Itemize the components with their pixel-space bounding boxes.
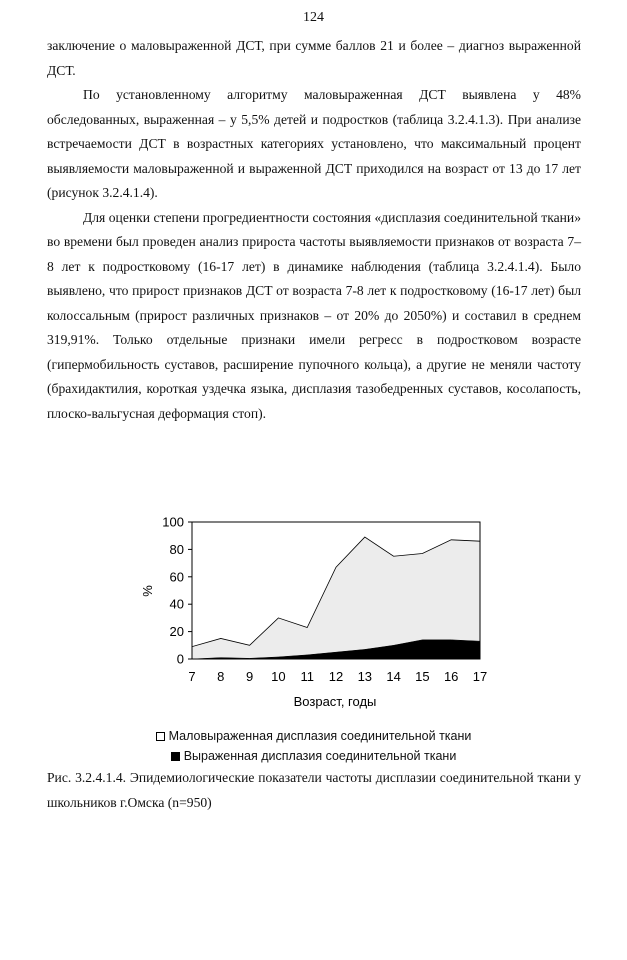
paragraph-analysis: Для оценки степени прогредиентности состояния «дисплазия соединительной ткани» во времени был проведен анализ прироста частоты выявляемости признаков от возраста 7–8 лет к подростковому (16-17 лет) в динамике наблюдения (таблица 3.2.4.1.4). Было выявлено, что прирост признаков ДСТ от возраста 7-8 лет к подростковому (16-17 лет) был колоссальным (прирост различных признаков – от 20% до 2050%) и составил в среднем 319,91%. Только отдельные признаки имели регресс в подростковом возрасте (гипермобильность суставов, расширение пупочного кольца), а другие не меняли частоту (брахидактилия, короткая уздечка языка, дисплазия тазобедренных суставов, косолапость, плоско-вальгусная деформация стоп).	[47, 209, 581, 421]
paragraph-findings: По установленному алгоритму маловыраженная ДСТ выявлена у 48% обследованных, выраженная – у 5,5% детей и подростков (таблица 3.2.4.1.3). При анализе встречаемости ДСТ в возрастных категориях установлено, что максимальный процент выявляемости маловыраженной и выраженной ДСТ приходился на возраст от 13 до 17 лет (рисунок 3.2.4.1.4).	[47, 87, 581, 200]
y-tick-label: 80	[169, 541, 184, 557]
x-tick-label: 14	[386, 669, 401, 684]
y-tick-label: 40	[169, 596, 184, 612]
body-text	[47, 34, 581, 426]
x-tick-label: 17	[472, 669, 488, 684]
figure-caption: Рис. 3.2.4.1.4. Эпидемиологические показатели частоты дисплазии соединительной ткани у школьников г.Омска (n=950)	[47, 770, 581, 810]
x-tick-label: 11	[300, 669, 314, 684]
legend-swatch-mild	[156, 732, 165, 741]
legend-item-mild	[0, 726, 627, 746]
x-tick-label: 7	[188, 669, 196, 684]
x-axis-ticks	[188, 669, 487, 684]
x-tick-label: 10	[271, 669, 286, 684]
chart-areas	[192, 537, 480, 659]
page-number: 124	[303, 10, 324, 25]
chart-legend	[0, 726, 627, 766]
legend-item-severe	[0, 746, 627, 766]
dst-frequency-chart	[140, 512, 500, 752]
y-tick-label: 20	[169, 624, 184, 640]
legend-label-severe: Выраженная дисплазия соединительной ткани	[183, 749, 457, 763]
x-tick-label: 13	[357, 669, 373, 684]
y-axis-label: %	[140, 585, 155, 597]
y-tick-label: 0	[176, 651, 184, 667]
x-tick-label: 15	[415, 669, 430, 684]
legend-swatch-severe	[171, 752, 180, 761]
legend-label-mild: Маловыраженная дисплазия соединительной ткани	[168, 729, 472, 743]
x-tick-label: 9	[245, 669, 254, 684]
y-tick-label: 60	[169, 569, 184, 585]
y-axis-ticks	[162, 515, 192, 667]
paragraph-continuation: заключение о маловыраженной ДСТ, при сумме баллов 21 и более – диагноз выраженной ДСТ.	[47, 38, 581, 78]
x-tick-label: 12	[328, 669, 344, 684]
x-tick-label: 8	[217, 669, 225, 684]
x-axis-label: Возраст, годы	[293, 694, 377, 709]
x-tick-label: 16	[443, 669, 459, 684]
y-tick-label: 100	[162, 514, 184, 530]
